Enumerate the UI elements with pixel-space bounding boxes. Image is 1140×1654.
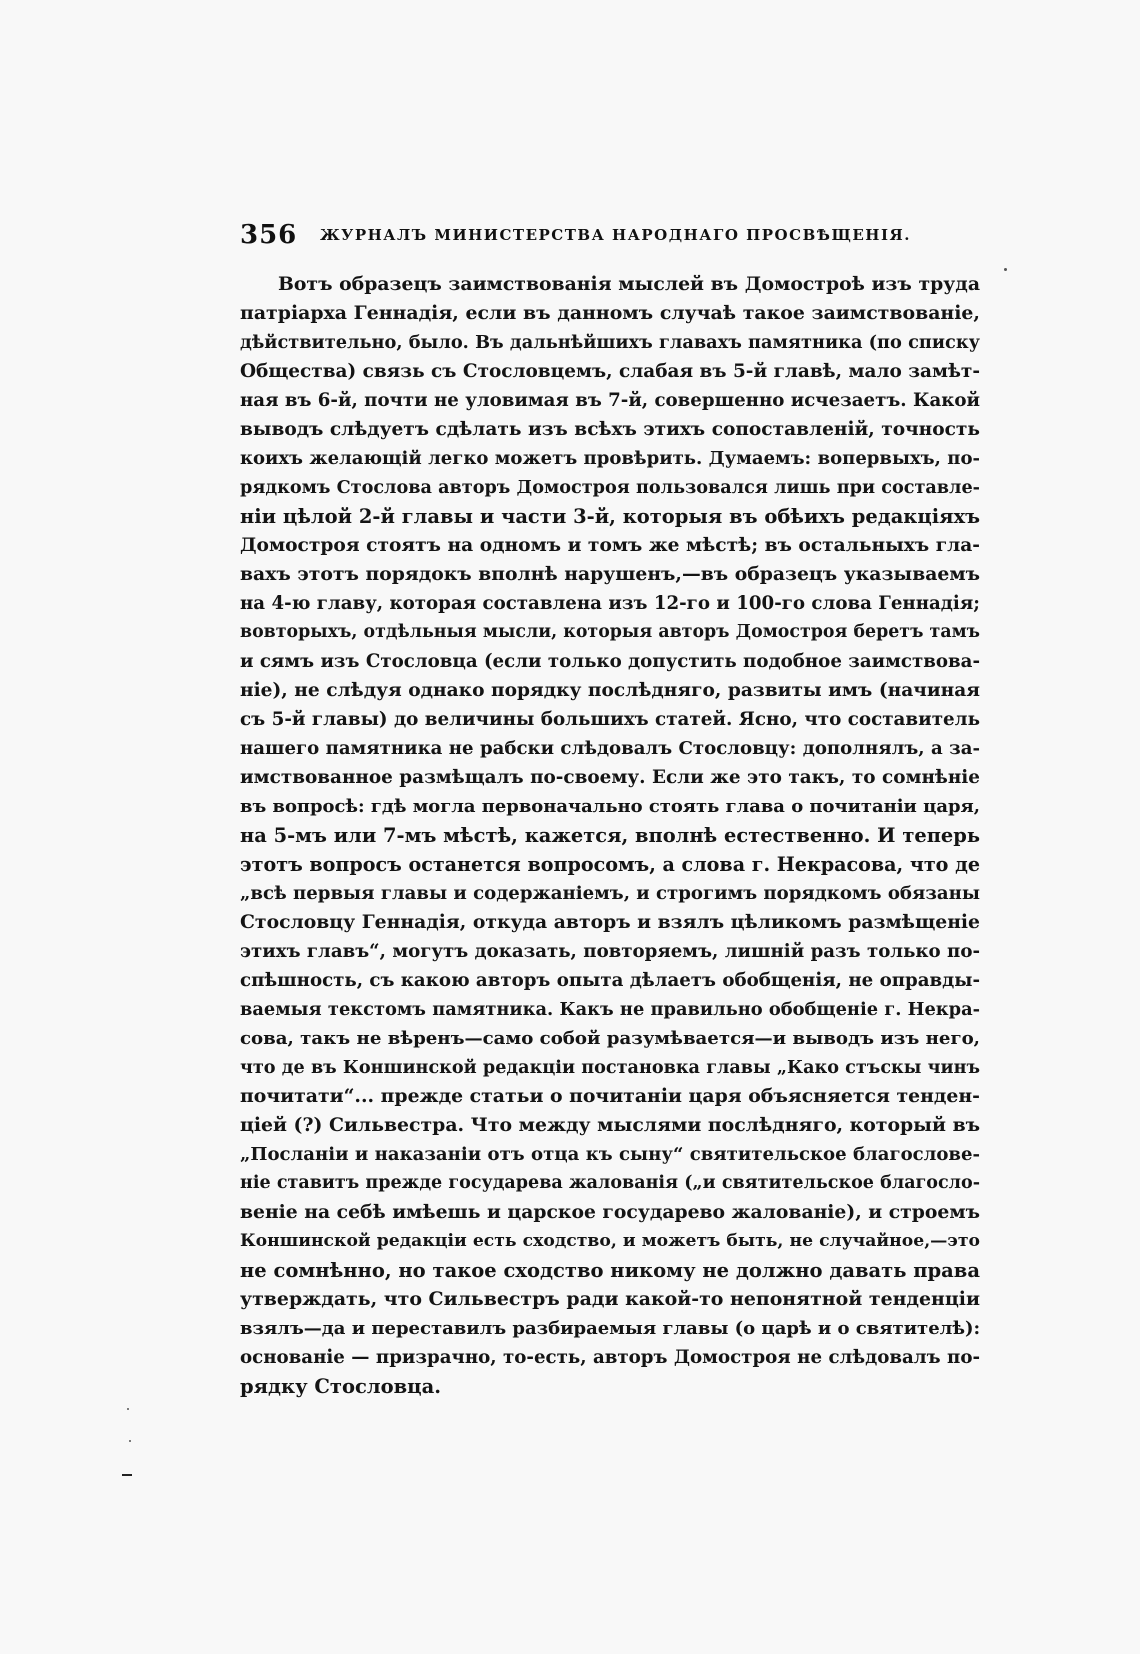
text-line: ніе), не слѣдуя однако порядку послѣдняго, развиты имъ (начиная xyxy=(240,680,980,701)
text-line: вовторыхъ, отдѣльныя мысли, которыя авторъ Домостроя беретъ тамъ xyxy=(240,622,980,642)
text-line: Вотъ образецъ заимствованія мыслей въ Домостроѣ изъ труда xyxy=(278,273,980,295)
text-line: почитати“... прежде статьи о почитаніи царя объясняется тенден- xyxy=(240,1085,980,1107)
text-line: съ 5-й главы) до величины большихъ статей. Ясно, что составитель xyxy=(240,709,980,730)
text-line: Стословцу Геннадія, откуда авторъ и взялъ цѣликомъ размѣщеніе xyxy=(240,911,980,933)
text-line: рядку Стословца. xyxy=(240,1375,442,1398)
text-line: взялъ—да и переставилъ разбираемыя главы (о царѣ и о святителѣ): xyxy=(240,1318,981,1339)
text-line: нашего памятника не рабски слѣдовалъ Стословцу: дополнялъ, а за- xyxy=(240,738,980,759)
text-line: ніи цѣлой 2-й главы и части 3-й, которыя въ обѣихъ редакціяхъ xyxy=(240,505,980,528)
page-header xyxy=(240,220,980,260)
text-line: веніе на себѣ имѣешь и царское государево жалованіе), и строемъ xyxy=(240,1201,980,1223)
text-line: основаніе — призрачно, то-есть, авторъ Домостроя не слѣдовалъ по- xyxy=(240,1347,980,1368)
text-line: имствованное размѣщалъ по-своему. Если же это такъ, то сомнѣніе xyxy=(240,767,980,788)
text-line: выводъ слѣдуетъ сдѣлать изъ всѣхъ этихъ сопоставленій, точность xyxy=(240,419,980,440)
scan-speck xyxy=(127,1408,129,1410)
page-number: 356 xyxy=(240,220,298,250)
text-line: ціей (?) Сильвестра. Что между мыслями послѣдняго, который въ xyxy=(240,1114,981,1136)
text-line: патріарха Геннадія, если въ данномъ случаѣ такое заимствованіе, xyxy=(240,302,980,324)
text-line: вахъ этотъ порядокъ вполнѣ нарушенъ,—въ образецъ указываемъ xyxy=(240,563,980,585)
scan-speck xyxy=(1004,268,1007,271)
text-line: этотъ вопросъ останется вопросомъ, а слова г. Некрасова, что де xyxy=(240,853,980,876)
body-text xyxy=(240,270,980,1401)
text-line: „всѣ первыя главы и содержаніемъ, и строгимъ порядкомъ обязаны xyxy=(240,883,980,904)
text-line: этихъ главъ“, могутъ доказать, повторяемъ, лишній разъ только по- xyxy=(240,941,980,962)
text-line: сова, такъ не вѣренъ—само собой разумѣвается—и выводъ изъ него, xyxy=(240,1028,980,1049)
text-line: дѣйствительно, было. Въ дальнѣйшихъ главахъ памятника (по списку xyxy=(240,332,980,353)
text-line: Коншинской редакціи есть сходство, и можетъ быть, не случайное,—это xyxy=(240,1231,980,1251)
text-line: что де въ Коншинской редакціи постановка главы „Како стъскы чинъ xyxy=(240,1057,980,1078)
text-line: ная въ 6-й, почти не уловимая въ 7-й, совершенно исчезаетъ. Какой xyxy=(240,390,980,411)
scan-mark xyxy=(122,1474,132,1476)
text-line: ваемыя текстомъ памятника. Какъ не правильно обобщеніе г. Некра- xyxy=(240,999,980,1020)
text-line: на 5-мъ или 7-мъ мѣстѣ, кажется, вполнѣ естественно. И теперь xyxy=(240,824,980,847)
text-line: не сомнѣнно, но такое сходство никому не должно давать права xyxy=(240,1259,980,1282)
text-line: ніе ставитъ прежде государева жалованія („и святительское благосло- xyxy=(240,1173,980,1193)
text-line: на 4-ю главу, которая составлена изъ 12-го и 100-го слова Геннадія; xyxy=(240,593,980,614)
text-line: рядкомъ Стослова авторъ Домостроя пользовался лишь при составле- xyxy=(240,477,980,498)
text-line: утверждать, что Сильвестръ ради какой-то непонятной тенденціи xyxy=(240,1288,980,1310)
text-line: Общества) связь съ Стословцемъ, слабая въ 5-й главѣ, мало замѣт- xyxy=(240,361,980,382)
text-line: и сямъ изъ Стословца (если только допустить подобное заимствова- xyxy=(240,651,980,672)
text-line: Домостроя стоятъ на одномъ и томъ же мѣстѣ; въ остальныхъ гла- xyxy=(240,535,980,556)
text-line: спѣшность, съ какою авторъ опыта дѣлаетъ обобщенія, не оправды- xyxy=(240,970,980,991)
text-line: въ вопросѣ: гдѣ могла первоначально стоять глава о почитаніи царя, xyxy=(240,796,980,817)
text-line: „Посланіи и наказаніи отъ отца къ сыну“ святительское благослове- xyxy=(240,1144,980,1165)
text-line: коихъ желающій легко можетъ провѣрить. Думаемъ: вопервыхъ, по- xyxy=(240,448,980,469)
running-title: ЖУРНАЛЪ МИНИСТЕРСТВА НАРОДНАГО ПРОСВѢЩЕНІЯ. xyxy=(320,226,911,244)
scan-speck xyxy=(129,1440,131,1442)
